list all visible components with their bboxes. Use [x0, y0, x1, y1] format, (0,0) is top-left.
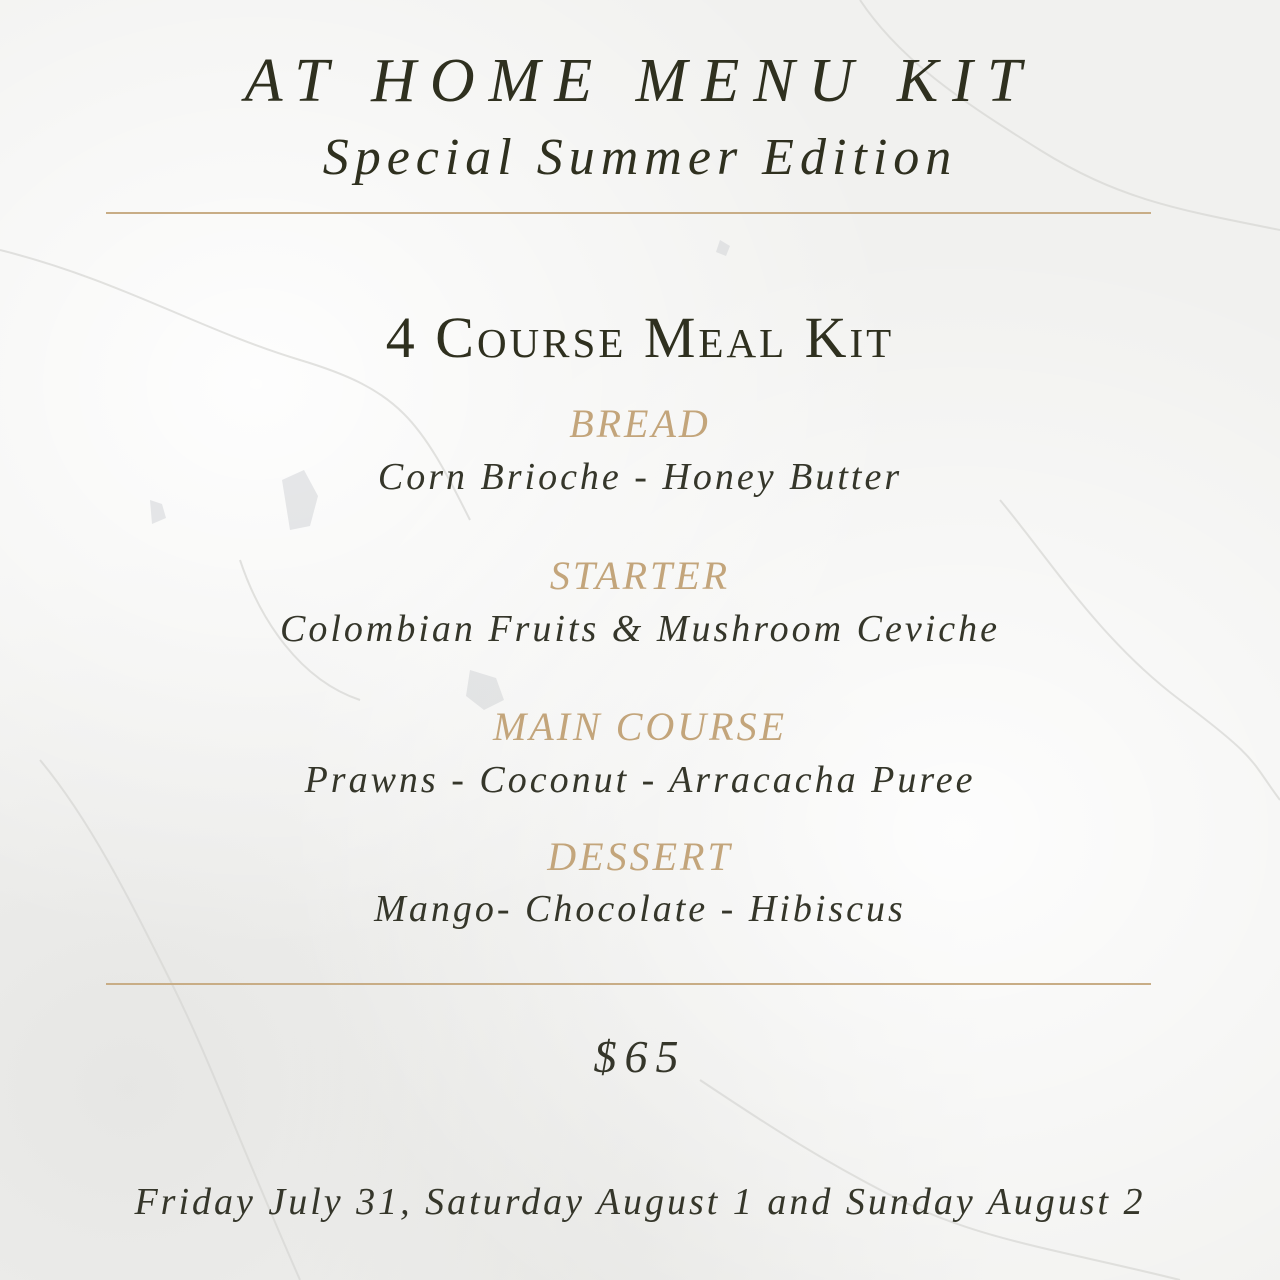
- kit-heading: 4 Course Meal Kit: [385, 305, 895, 370]
- course-label-main: MAIN COURSE: [492, 704, 788, 749]
- divider-top: [106, 212, 1151, 214]
- availability-dates: Friday July 31, Saturday August 1 and Sunday August 2: [134, 1181, 1146, 1223]
- course-label-dessert: DESSERT: [547, 834, 733, 879]
- menu-title: AT HOME MENU KIT: [244, 47, 1036, 115]
- course-label-bread: BREAD: [569, 401, 711, 446]
- divider-bottom: [106, 983, 1151, 985]
- menu-subtitle: Special Summer Edition: [322, 129, 958, 186]
- course-label-starter: STARTER: [549, 553, 731, 598]
- course-dish-bread: Corn Brioche - Honey Butter: [377, 456, 903, 498]
- price: $65: [593, 1031, 687, 1082]
- course-dish-dessert: Mango- Chocolate - Hibiscus: [374, 888, 906, 930]
- course-dish-main: Prawns - Coconut - Arracacha Puree: [304, 759, 976, 801]
- course-dish-starter: Colombian Fruits & Mushroom Ceviche: [280, 608, 1000, 650]
